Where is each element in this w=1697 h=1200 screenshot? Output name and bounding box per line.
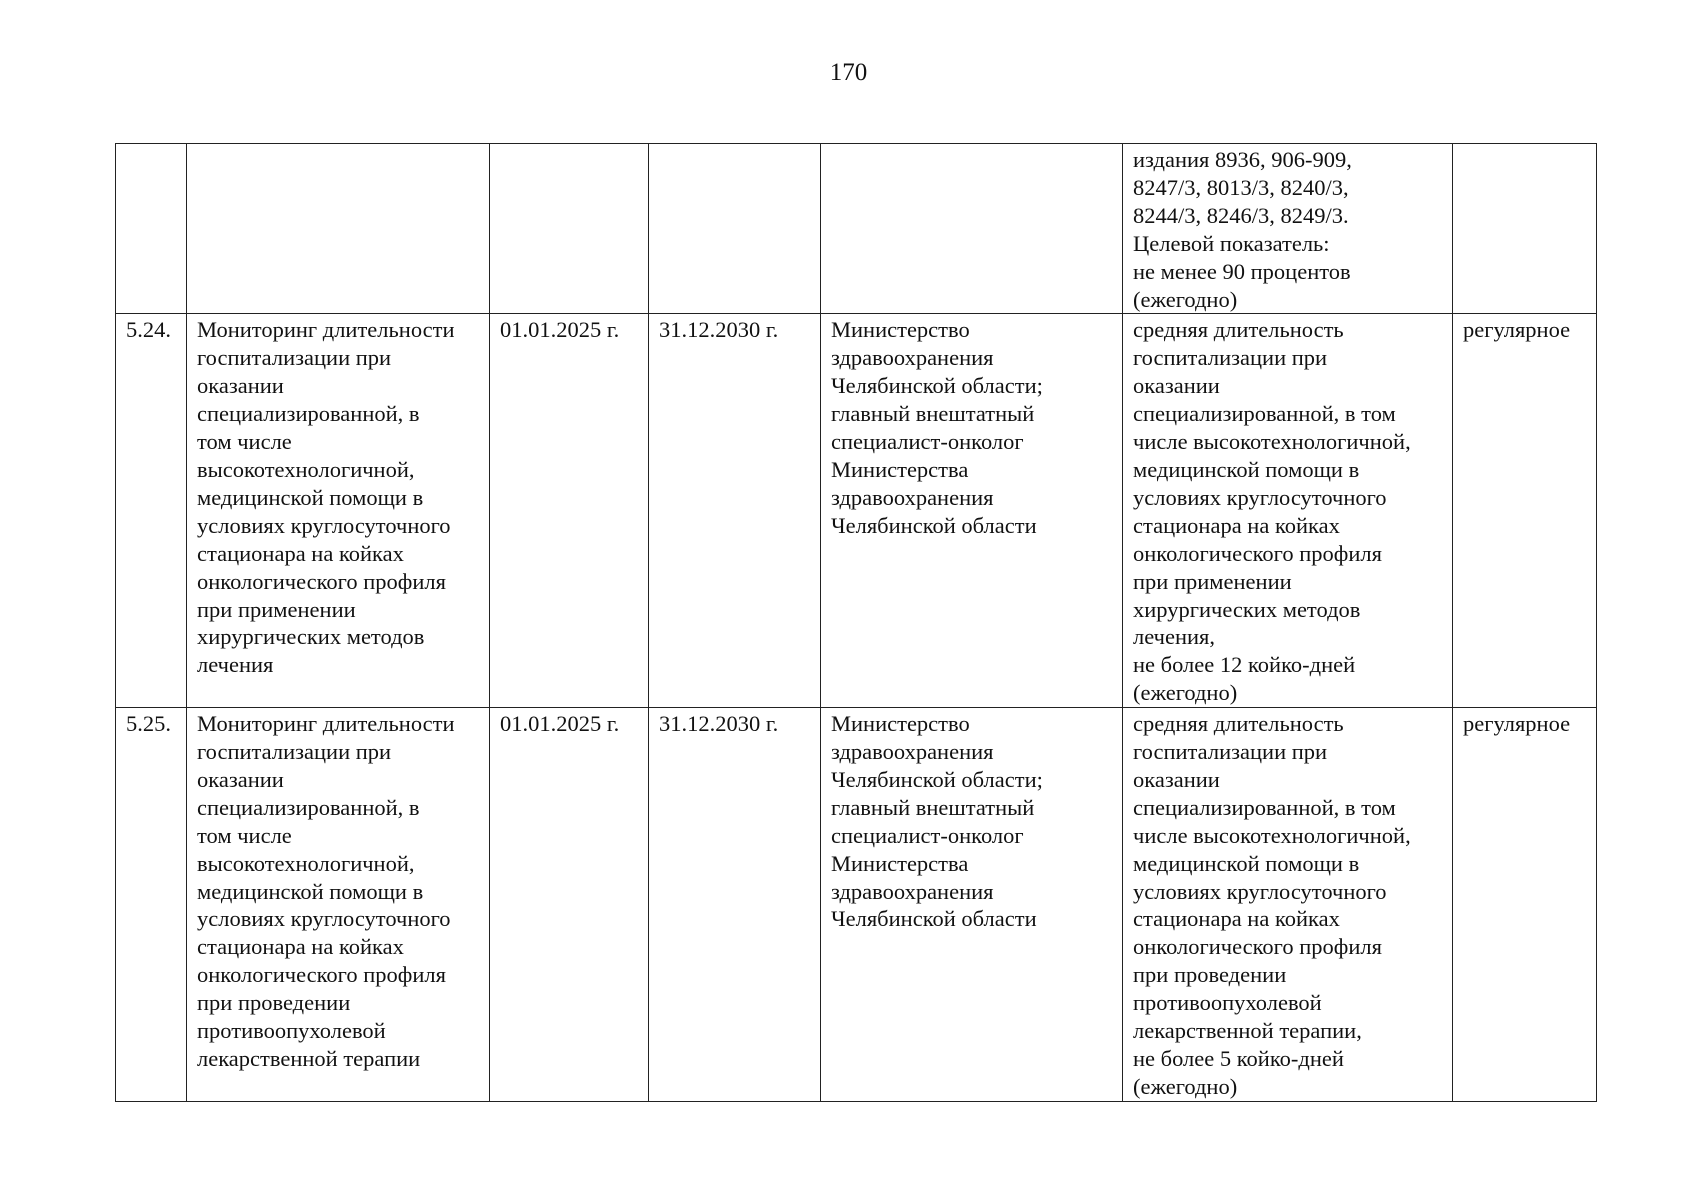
cell-event [187, 144, 490, 314]
cell-type: регулярное [1453, 708, 1597, 1102]
cell-event: Мониторинг длительности госпитализации при оказании специализированной, в том числе высокотехнологичной, медицинской помощи в условиях круглосуточного стационара на койках онкологического профиля при применении хирургических методов лечения [187, 314, 490, 708]
cell-type [1453, 144, 1597, 314]
cell-type: регулярное [1453, 314, 1597, 708]
table-row [116, 708, 1597, 1102]
cell-indicator: средняя длительность госпитализации при оказании специализированной, в том числе высокотехнологичной, медицинской помощи в условиях круглосуточного стационара на койках онкологического профиля при применении хирургических методов лечения, не более 12 койко-дней (ежегодно) [1123, 314, 1453, 708]
cell-event: Мониторинг длительности госпитализации при оказании специализированной, в том числе высокотехнологичной, медицинской помощи в условиях круглосуточного стационара на койках онкологического профиля при проведении противоопухолевой лекарственной терапии [187, 708, 490, 1102]
cell-start-date [490, 144, 649, 314]
cell-number: 5.25. [116, 708, 187, 1102]
table-row [116, 314, 1597, 708]
cell-executor: Министерство здравоохранения Челябинской области; главный внештатный специалист-онколог Министерства здравоохранения Челябинской области [821, 314, 1123, 708]
cell-end-date [649, 144, 821, 314]
cell-end-date: 31.12.2030 г. [649, 708, 821, 1102]
cell-number [116, 144, 187, 314]
cell-executor [821, 144, 1123, 314]
cell-start-date: 01.01.2025 г. [490, 314, 649, 708]
cell-end-date: 31.12.2030 г. [649, 314, 821, 708]
cell-indicator: средняя длительность госпитализации при оказании специализированной, в том числе высокотехнологичной, медицинской помощи в условиях круглосуточного стационара на койках онкологического профиля при проведении противоопухолевой лекарственной терапии, не более 5 койко-дней (ежегодно) [1123, 708, 1453, 1102]
page-number: 170 [829, 59, 868, 86]
table-row [116, 144, 1597, 314]
cell-number: 5.24. [116, 314, 187, 708]
cell-executor: Министерство здравоохранения Челябинской области; главный внештатный специалист-онколог Министерства здравоохранения Челябинской области [821, 708, 1123, 1102]
cell-start-date: 01.01.2025 г. [490, 708, 649, 1102]
cell-indicator: издания 8936, 906-909, 8247/3, 8013/3, 8240/3, 8244/3, 8246/3, 8249/3. Целевой показатель: не менее 90 процентов (ежегодно) [1123, 144, 1453, 314]
activities-table [115, 143, 1597, 1102]
